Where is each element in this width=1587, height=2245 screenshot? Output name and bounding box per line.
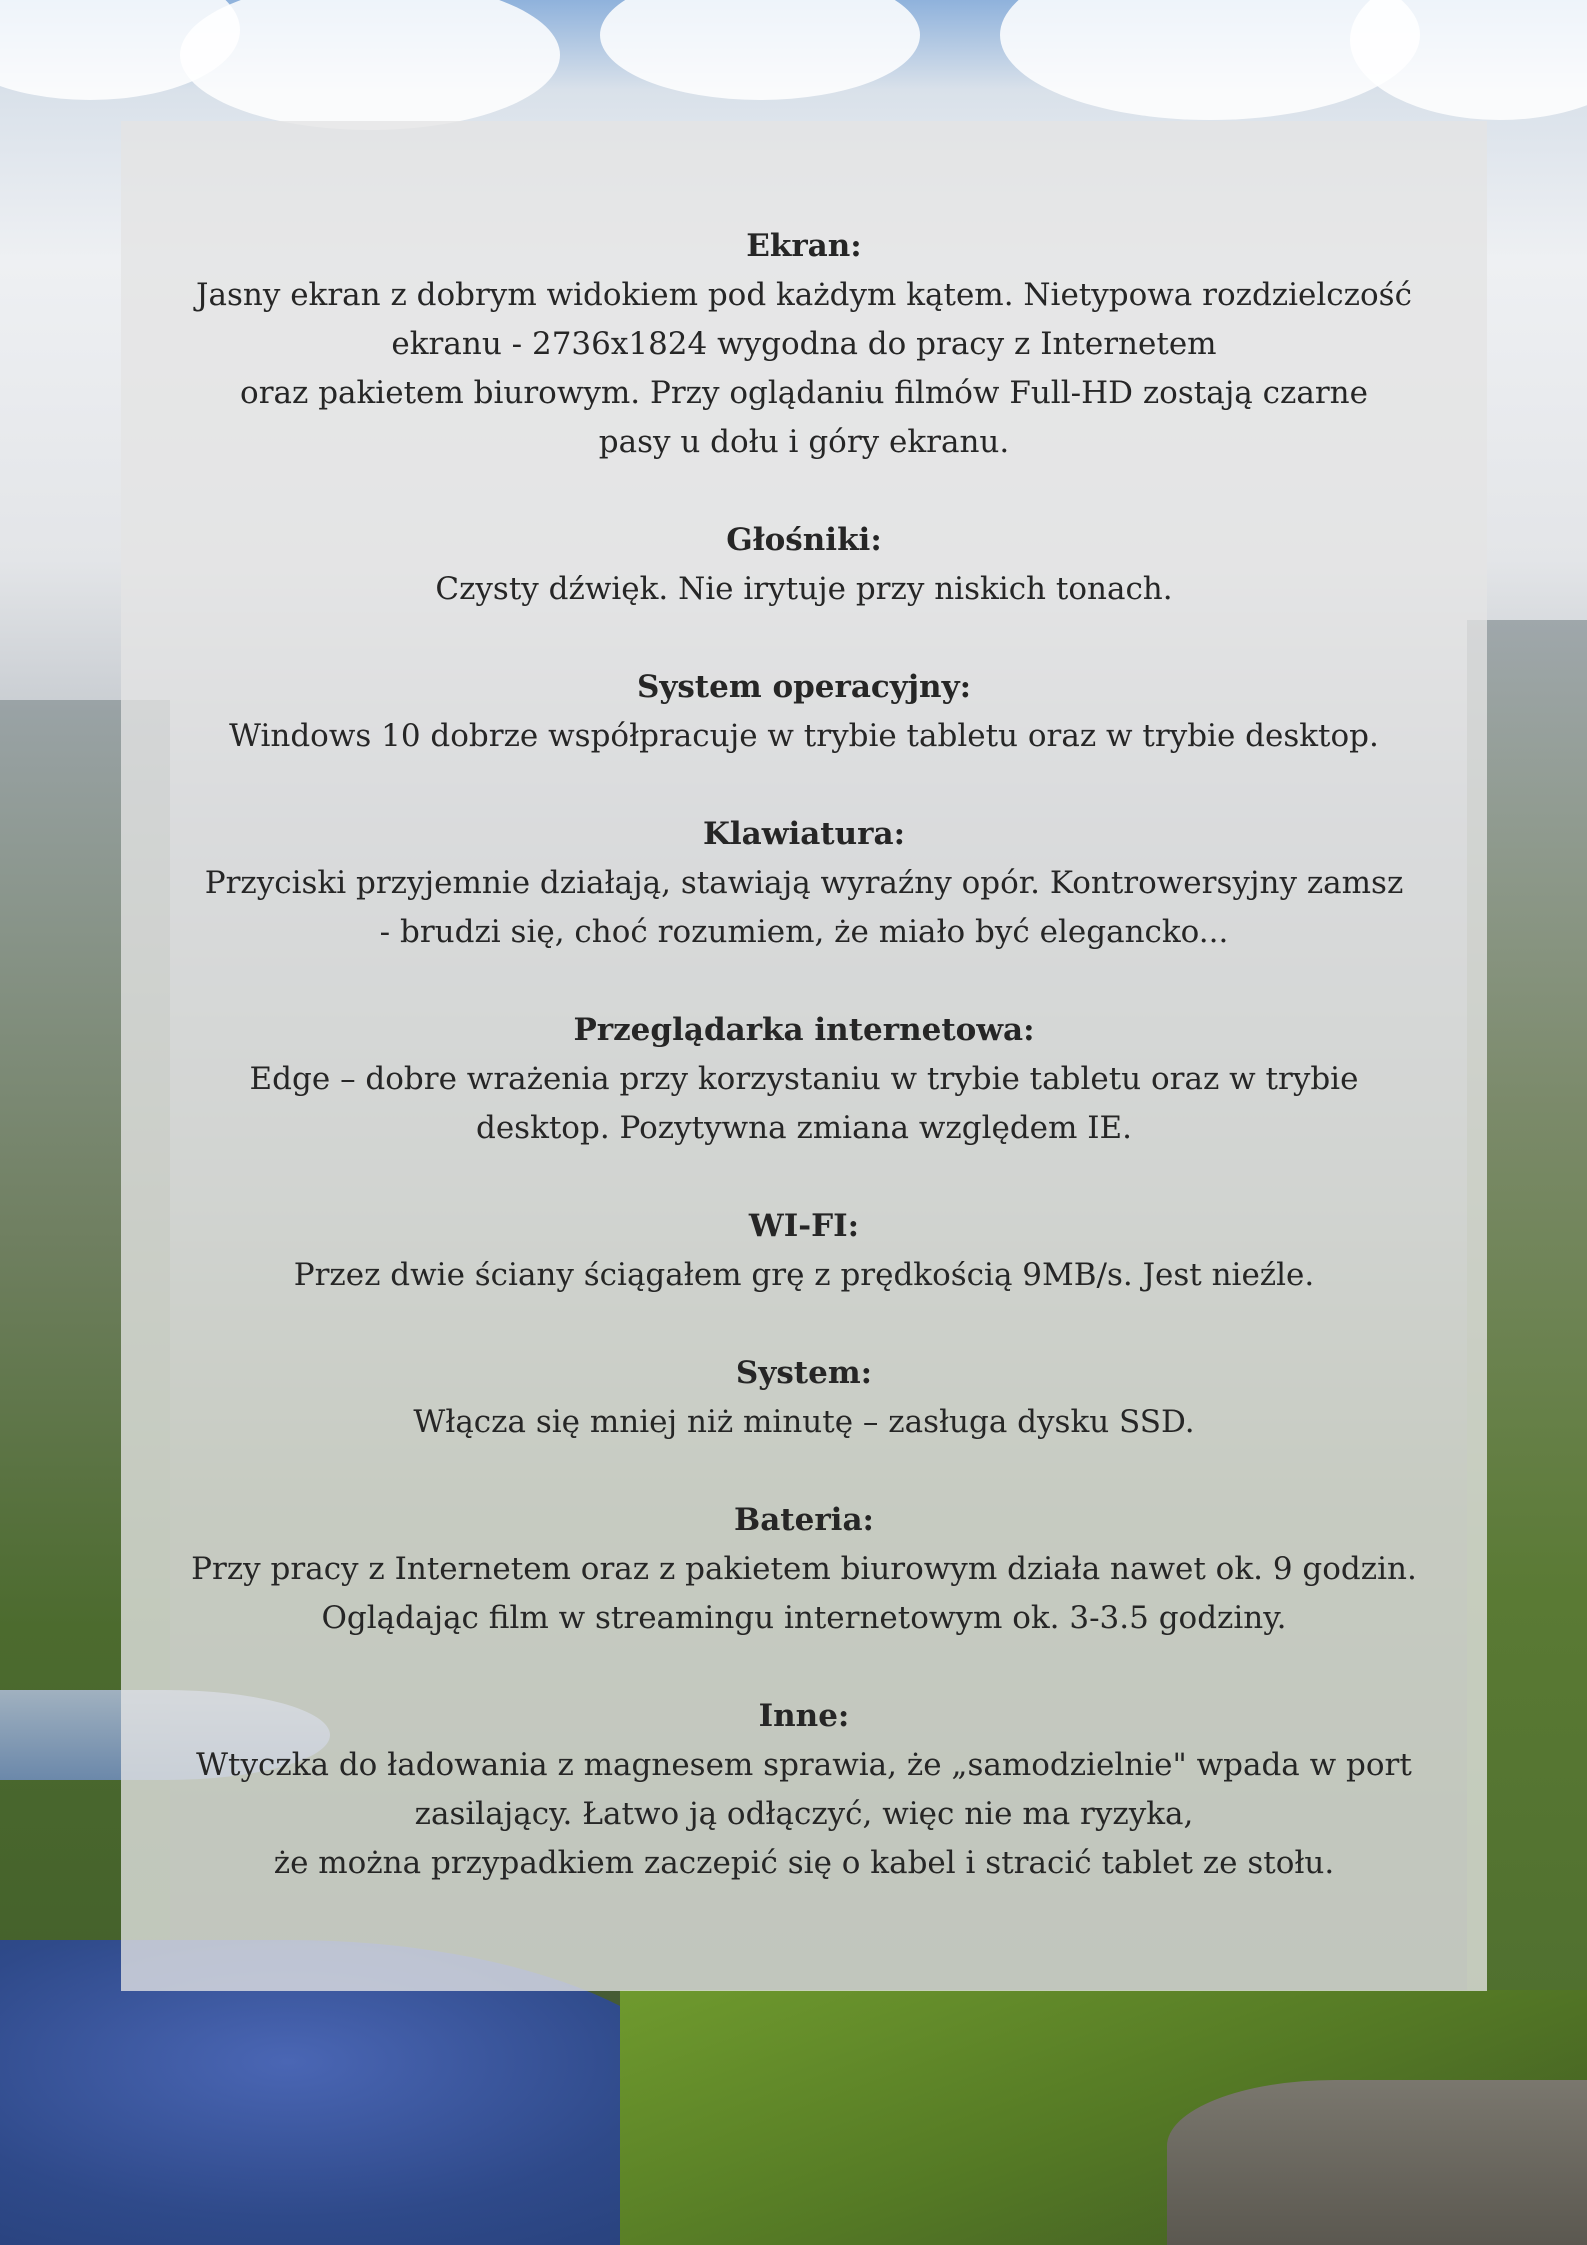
section-text-line: Edge – dobre wrażenia przy korzystaniu w trybie tabletu oraz w trybie: [249, 1061, 1359, 1097]
review-section: [121, 1349, 1487, 1447]
review-section: [121, 1202, 1487, 1300]
section-text-line: zasilający. Łatwo ją odłączyć, więc nie ma ryzyka,: [414, 1796, 1194, 1832]
section-title: System:: [735, 1355, 873, 1391]
section-title: Bateria:: [734, 1502, 874, 1538]
section-title: Głośniki:: [726, 522, 882, 558]
review-section: [121, 516, 1487, 614]
section-text-line: pasy u dołu i góry ekranu.: [598, 424, 1010, 460]
section-text-line: Windows 10 dobrze współpracuje w trybie tabletu oraz w trybie desktop.: [229, 718, 1379, 754]
section-text-line: - brudzi się, choć rozumiem, że miało być elegancko...: [379, 914, 1229, 950]
cloud-decoration: [180, 0, 560, 130]
section-text-line: Jasny ekran z dobrym widokiem pod każdym kątem. Nietypowa rozdzielczość: [196, 277, 1412, 313]
section-text-line: Przez dwie ściany ściągałem grę z prędkością 9MB/s. Jest nieźle.: [293, 1257, 1315, 1293]
section-title: WI-FI:: [748, 1208, 860, 1244]
section-text-line: Czysty dźwięk. Nie irytuje przy niskich tonach.: [435, 571, 1173, 607]
section-title: Przeglądarka internetowa:: [573, 1012, 1035, 1048]
review-content: [121, 222, 1487, 1888]
section-text-line: Oglądając film w streamingu internetowym ok. 3-3.5 godziny.: [321, 1600, 1287, 1636]
review-section: [121, 1496, 1487, 1643]
section-text-line: Przyciski przyjemnie działają, stawiają wyraźny opór. Kontrowersyjny zamsz: [204, 865, 1404, 901]
section-text-line: oraz pakietem biurowym. Przy oglądaniu filmów Full-HD zostają czarne: [240, 375, 1368, 411]
section-text-line: desktop. Pozytywna zmiana względem IE.: [475, 1110, 1133, 1146]
section-title: Ekran:: [746, 228, 862, 264]
review-section: [121, 810, 1487, 957]
rocks: [1167, 2080, 1587, 2245]
section-text-line: Przy pracy z Internetem oraz z pakietem biurowym działa nawet ok. 9 godzin.: [191, 1551, 1417, 1587]
section-text-line: Wtyczka do ładowania z magnesem sprawia, że „samodzielnie" wpada w port: [196, 1747, 1412, 1783]
cloud-decoration: [1350, 0, 1587, 120]
review-section: [121, 663, 1487, 761]
section-text-line: ekranu - 2736x1824 wygodna do pracy z Internetem: [391, 326, 1217, 362]
review-section: [121, 1692, 1487, 1888]
section-text-line: Włącza się mniej niż minutę – zasługa dysku SSD.: [413, 1404, 1195, 1440]
section-title: Klawiatura:: [702, 816, 906, 852]
section-text-line: że można przypadkiem zaczepić się o kabel i stracić tablet ze stołu.: [273, 1845, 1335, 1881]
review-section: [121, 222, 1487, 467]
cloud-decoration: [600, 0, 920, 100]
section-title: Inne:: [758, 1698, 850, 1734]
review-section: [121, 1006, 1487, 1153]
section-title: System operacyjny:: [636, 669, 972, 705]
